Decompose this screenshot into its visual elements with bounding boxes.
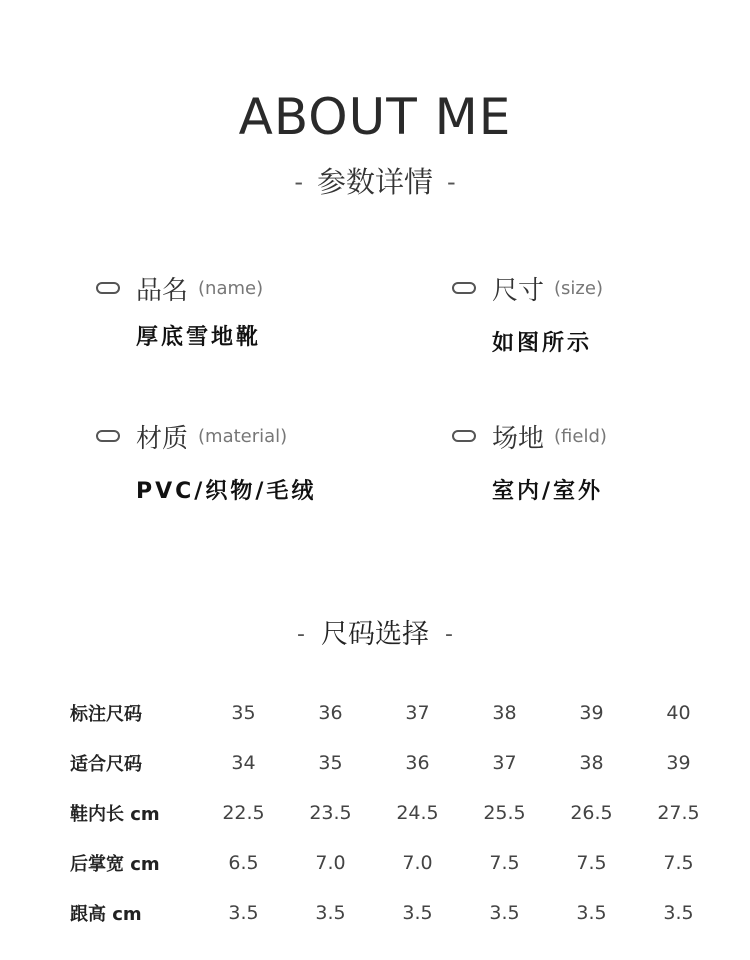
table-cell: 38: [579, 752, 604, 774]
param-value: 如图所示: [492, 331, 593, 356]
pill-icon: [452, 430, 476, 442]
param-label-en: (size): [554, 277, 603, 299]
pill-icon: [96, 282, 120, 294]
pill-icon: [452, 282, 476, 294]
pill-icon: [96, 430, 120, 442]
table-cell: 3.5: [228, 902, 259, 924]
param-label: 尺寸: [492, 275, 545, 306]
table-row: [70, 788, 722, 838]
table-cell: 3.5: [576, 902, 607, 924]
section-title-text: 尺码选择: [321, 619, 429, 650]
row-header: 跟高 cm: [70, 904, 142, 925]
table-cell: 37: [405, 702, 430, 724]
row-header: 后掌宽 cm: [70, 854, 160, 875]
param-label: 品名: [136, 275, 189, 306]
table-cell: 6.5: [228, 852, 259, 874]
table-cell: 22.5: [222, 802, 265, 824]
table-cell: 35: [231, 702, 256, 724]
table-row: [70, 738, 722, 788]
table-cell: 3.5: [663, 902, 694, 924]
page-title: ABOUT ME: [238, 88, 512, 146]
table-cell: 24.5: [396, 802, 439, 824]
table-row: [70, 888, 722, 938]
param-label-en: (name): [198, 277, 264, 299]
table-cell: 7.5: [663, 852, 694, 874]
size-section-title: [0, 612, 750, 651]
table-cell: 36: [405, 752, 430, 774]
table-cell: 34: [231, 752, 256, 774]
page-subtitle: [0, 160, 750, 201]
table-cell: 7.0: [315, 852, 346, 874]
size-table: [70, 688, 722, 938]
table-cell: 3.5: [402, 902, 433, 924]
param-value: PVC/织物/毛绒: [136, 479, 317, 504]
param-value: 室内/室外: [492, 479, 604, 504]
table-cell: 37: [492, 752, 517, 774]
table-cell: 25.5: [483, 802, 526, 824]
subtitle-text: 参数详情: [316, 165, 433, 199]
param-size: [452, 268, 603, 357]
row-header: 标注尺码: [70, 704, 142, 725]
table-cell: 35: [318, 752, 343, 774]
row-header: 适合尺码: [70, 754, 142, 775]
table-cell: 36: [318, 702, 343, 724]
param-label-en: (field): [554, 425, 607, 447]
table-cell: 7.0: [402, 852, 433, 874]
table-cell: 7.5: [576, 852, 607, 874]
table-cell: 26.5: [570, 802, 613, 824]
subtitle-dash-left: -: [294, 168, 303, 196]
param-label: 材质: [136, 423, 189, 454]
table-cell: 23.5: [309, 802, 352, 824]
table-cell: 3.5: [489, 902, 520, 924]
table-cell: 39: [579, 702, 604, 724]
param-label: 场地: [492, 423, 545, 454]
param-field: [452, 416, 607, 505]
param-material: [96, 416, 316, 505]
table-cell: 39: [666, 752, 691, 774]
subtitle-dash-right: -: [447, 168, 456, 196]
row-header: 鞋内长 cm: [70, 804, 160, 825]
table-cell: 38: [492, 702, 517, 724]
table-cell: 7.5: [489, 852, 520, 874]
section-dash-right: -: [445, 622, 453, 647]
param-label-en: (material): [198, 425, 288, 447]
table-cell: 3.5: [315, 902, 346, 924]
table-row: [70, 688, 722, 738]
table-cell: 40: [666, 702, 691, 724]
table-cell: 27.5: [657, 802, 700, 824]
table-row: [70, 838, 722, 888]
param-name: [96, 268, 263, 351]
section-dash-left: -: [297, 622, 305, 647]
param-value: 厚底雪地靴: [136, 325, 262, 350]
